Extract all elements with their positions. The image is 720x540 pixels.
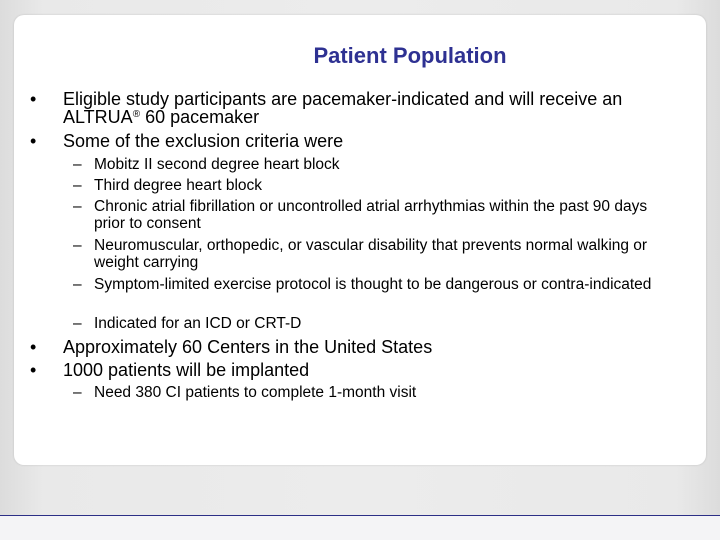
dash-mark: – xyxy=(73,315,82,332)
sub-item-text: Indicated for an ICD or CRT-D xyxy=(94,315,302,332)
bullet-text: Approximately 60 Centers in the United States xyxy=(63,337,433,357)
sub-item-text: Mobitz II second degree heart block xyxy=(94,156,340,173)
dash-mark: – xyxy=(73,276,82,293)
sub-item-text: Third degree heart block xyxy=(94,177,263,194)
slide-title: Patient Population xyxy=(313,43,507,68)
sub-item-text: Symptom-limited exercise protocol is thought to be dangerous or contra-indicated xyxy=(94,276,652,293)
footer-band xyxy=(0,516,720,540)
dash-mark: – xyxy=(73,384,82,401)
bullet-text: Some of the exclusion criteria were xyxy=(63,131,344,151)
bullet-text: Eligible study participants are pacemaker-indicated and will receive an ALTRUA® 60 pacemaker xyxy=(63,89,623,127)
dash-mark: – xyxy=(73,156,82,173)
sub-item-text: Chronic atrial fibrillation or uncontrolled atrial arrhythmias within the past 90 days prior to consent xyxy=(94,198,648,232)
dash-mark: – xyxy=(73,198,82,215)
sub-item-text: Need 380 CI patients to complete 1-month visit xyxy=(94,384,417,401)
bullet-dot: • xyxy=(30,360,37,380)
registered-mark: ® xyxy=(132,109,141,120)
dash-mark: – xyxy=(73,237,82,254)
bullet-dot: • xyxy=(30,131,37,151)
sub-item-text: Neuromuscular, orthopedic, or vascular disability that prevents normal walking or weight carrying xyxy=(94,237,648,271)
bullet-dot: • xyxy=(30,337,37,357)
bullet-dot: • xyxy=(30,89,37,109)
dash-mark: – xyxy=(73,177,82,194)
bullet-text: 1000 patients will be implanted xyxy=(63,360,310,380)
